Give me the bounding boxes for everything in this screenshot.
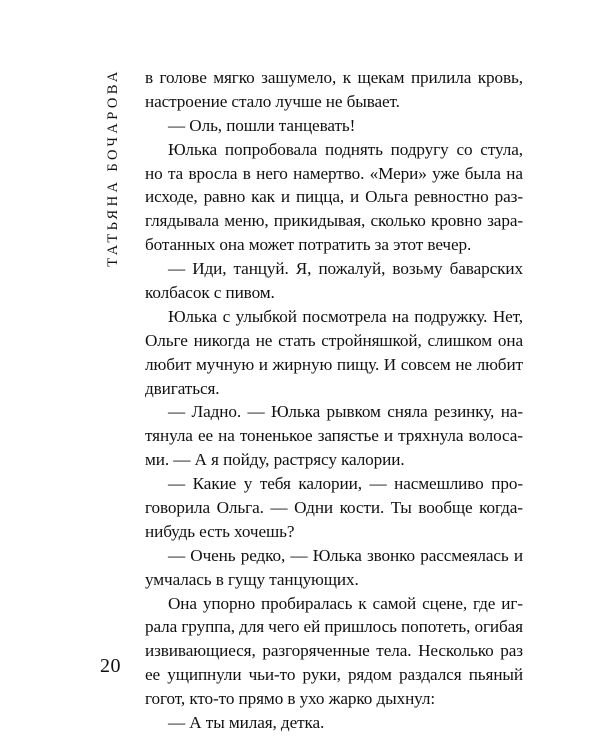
word: извивающиеся, [145, 641, 256, 661]
word: чьи-то [248, 665, 296, 685]
word: возьму [392, 259, 443, 279]
word: на [506, 163, 523, 183]
word: подружку. [414, 306, 488, 326]
word: Очень [190, 545, 236, 565]
word: — [270, 498, 288, 518]
word: она [497, 330, 523, 350]
word: пьяный [468, 665, 523, 685]
text-line: нибудь есть хочешь? [145, 521, 295, 541]
word: Ладно. [191, 402, 242, 422]
word: зашумело, [261, 68, 337, 87]
word: «Мери» [369, 163, 427, 183]
word: самой [372, 593, 417, 613]
word: мягко [213, 68, 255, 87]
word: разгоряченные [262, 641, 370, 661]
text-line [145, 66, 523, 90]
word: запястье [317, 426, 379, 446]
word: тела. [376, 641, 412, 661]
word: Юлька [168, 306, 218, 326]
word: стройняшкой, [321, 330, 422, 350]
word: него [256, 163, 288, 183]
word: прикидывая, [273, 211, 366, 231]
word: рала [145, 617, 178, 637]
word: Юлька [168, 139, 218, 159]
word: никогда [193, 330, 250, 350]
word: ей [303, 617, 321, 637]
text-line: — Оль, пошли танцевать! [168, 115, 356, 135]
word: раз [500, 641, 523, 661]
word: посмотрела [302, 306, 387, 326]
word: совсем [400, 354, 451, 374]
word: на [218, 426, 235, 446]
word: резинку, [434, 402, 495, 422]
word: Ольга. [216, 498, 264, 518]
word: рассмеялась [420, 545, 509, 565]
word: Нет, [492, 306, 523, 326]
word: равно [203, 187, 246, 207]
body-text [145, 66, 523, 735]
word: раз- [494, 187, 523, 207]
word: попробовала [224, 139, 318, 159]
word: сцене, [422, 593, 468, 613]
word: — [247, 402, 265, 422]
word: слишком [427, 330, 493, 350]
word: на [392, 306, 409, 326]
text-line [145, 615, 523, 639]
word: — [168, 474, 186, 494]
word: редко, [240, 545, 286, 565]
word: рядом [347, 665, 392, 685]
word: в [145, 68, 154, 87]
word: волоса- [468, 426, 523, 446]
word: — [369, 474, 387, 494]
word: Какие [192, 474, 237, 494]
word: иг- [501, 593, 523, 613]
word: говорила [145, 498, 211, 518]
word: на- [500, 402, 523, 422]
text-line [145, 544, 523, 568]
word: — [168, 545, 186, 565]
word: И [383, 354, 397, 374]
word: рывком [326, 402, 381, 422]
text-line: настроение стало лучше не бывает. [145, 91, 400, 111]
text-line: — А ты милая, детка. [168, 713, 325, 733]
word: и [383, 426, 393, 446]
word: и [258, 354, 268, 374]
word: — [168, 402, 186, 422]
word: мучную [196, 354, 255, 374]
word: стать [278, 330, 316, 350]
word: насмешливо [394, 474, 484, 494]
word: звонко [366, 545, 416, 565]
word: — [290, 545, 308, 565]
word: меню, [224, 211, 269, 231]
word: Она [168, 593, 197, 613]
word: пищу. [336, 354, 380, 374]
text-line: умчалась в гущу танцующих. [145, 569, 359, 589]
word: с [222, 306, 231, 326]
text-line [145, 329, 523, 353]
word: попотеть, [401, 617, 471, 637]
text-line [145, 209, 523, 233]
word: Юлька [271, 402, 321, 422]
word: где [473, 593, 496, 613]
word: не [455, 354, 472, 374]
word: чего [268, 617, 300, 637]
word: у [243, 474, 253, 494]
text-line [145, 257, 523, 281]
word: голове [159, 68, 207, 87]
word: пришлось [324, 617, 397, 637]
word: руки, [302, 665, 341, 685]
text-line: ми. — А я пойду, растрясу калории. [145, 450, 405, 470]
word: к [358, 593, 367, 613]
word: как [251, 187, 275, 207]
text-line: колбасок с пивом. [145, 283, 275, 303]
word: группа, [181, 617, 235, 637]
word: когда- [479, 498, 523, 518]
word: прилила [410, 68, 472, 87]
text-line [145, 663, 523, 687]
word: калории, [298, 474, 362, 494]
word: вообще [418, 498, 473, 518]
word: Ольге [145, 330, 188, 350]
word: Я, [295, 259, 312, 279]
text-line [145, 592, 523, 616]
text-line [145, 472, 523, 496]
word: намертво. [293, 163, 365, 183]
word: стула, [480, 139, 523, 159]
word: ущипнули [167, 665, 242, 685]
page-number: 20 [100, 655, 121, 677]
word: и [280, 187, 290, 207]
word: была [464, 163, 501, 183]
text-line: ботанных она может потратить за этот вечер. [145, 235, 472, 255]
text-line: двигаться. [145, 378, 220, 398]
word: Одни [294, 498, 334, 518]
word: та [167, 163, 184, 183]
text-line [145, 185, 523, 209]
word: и [350, 187, 360, 207]
word: кости. [339, 498, 385, 518]
word: в [242, 163, 251, 183]
word: тебя [259, 474, 291, 494]
word: баварских [449, 259, 523, 279]
word: не [255, 330, 273, 350]
word: Иди, [192, 259, 227, 279]
word: поднять [325, 139, 383, 159]
word: Юлька [312, 545, 362, 565]
word: любит [145, 354, 192, 374]
word: жирную [272, 354, 333, 374]
text-line [145, 400, 523, 424]
word: вросла [188, 163, 238, 183]
word: пожалуй, [318, 259, 386, 279]
text-line [145, 162, 523, 186]
word: тоненькое [239, 426, 313, 446]
word: сколько [370, 211, 426, 231]
word: про- [491, 474, 523, 494]
text-line [145, 138, 523, 162]
word: тянула [145, 426, 193, 446]
word: Ты [390, 498, 412, 518]
text-line: гогот, кто-то прямо в ухо жарко дыхнул: [145, 689, 436, 709]
word: огибая [474, 617, 523, 637]
word: Несколько [418, 641, 494, 661]
word: кровно [431, 211, 482, 231]
word: и [513, 545, 523, 565]
word: кровь, [477, 68, 523, 87]
word: раздался [398, 665, 462, 685]
word: пицца, [295, 187, 345, 207]
text-line [145, 424, 523, 448]
word: ее [197, 426, 213, 446]
word: ревностно [414, 187, 489, 207]
word: упорно [202, 593, 256, 613]
text-line [145, 496, 523, 520]
word: любит [476, 354, 523, 374]
word: улыбкой [235, 306, 297, 326]
word: зара- [487, 211, 523, 231]
word: щекам [357, 68, 405, 87]
word: ее [145, 665, 161, 685]
text-line [145, 639, 523, 663]
word: танцуй. [233, 259, 289, 279]
word: тряхнула [398, 426, 464, 446]
text-line [145, 305, 523, 329]
word: глядывала [145, 211, 219, 231]
word: исходе, [145, 187, 198, 207]
word: уже [432, 163, 460, 183]
word: для [239, 617, 265, 637]
running-head-text: ТАТЬЯНА БОЧАРОВА [104, 67, 121, 267]
word: со [456, 139, 473, 159]
word: пробиралась [261, 593, 353, 613]
word: но [145, 163, 163, 183]
word: Ольга [365, 187, 409, 207]
word: сняла [387, 402, 428, 422]
running-head [100, 62, 126, 272]
word: к [342, 68, 351, 87]
word: подругу [390, 139, 449, 159]
text-line [145, 353, 523, 377]
word: — [168, 259, 186, 279]
